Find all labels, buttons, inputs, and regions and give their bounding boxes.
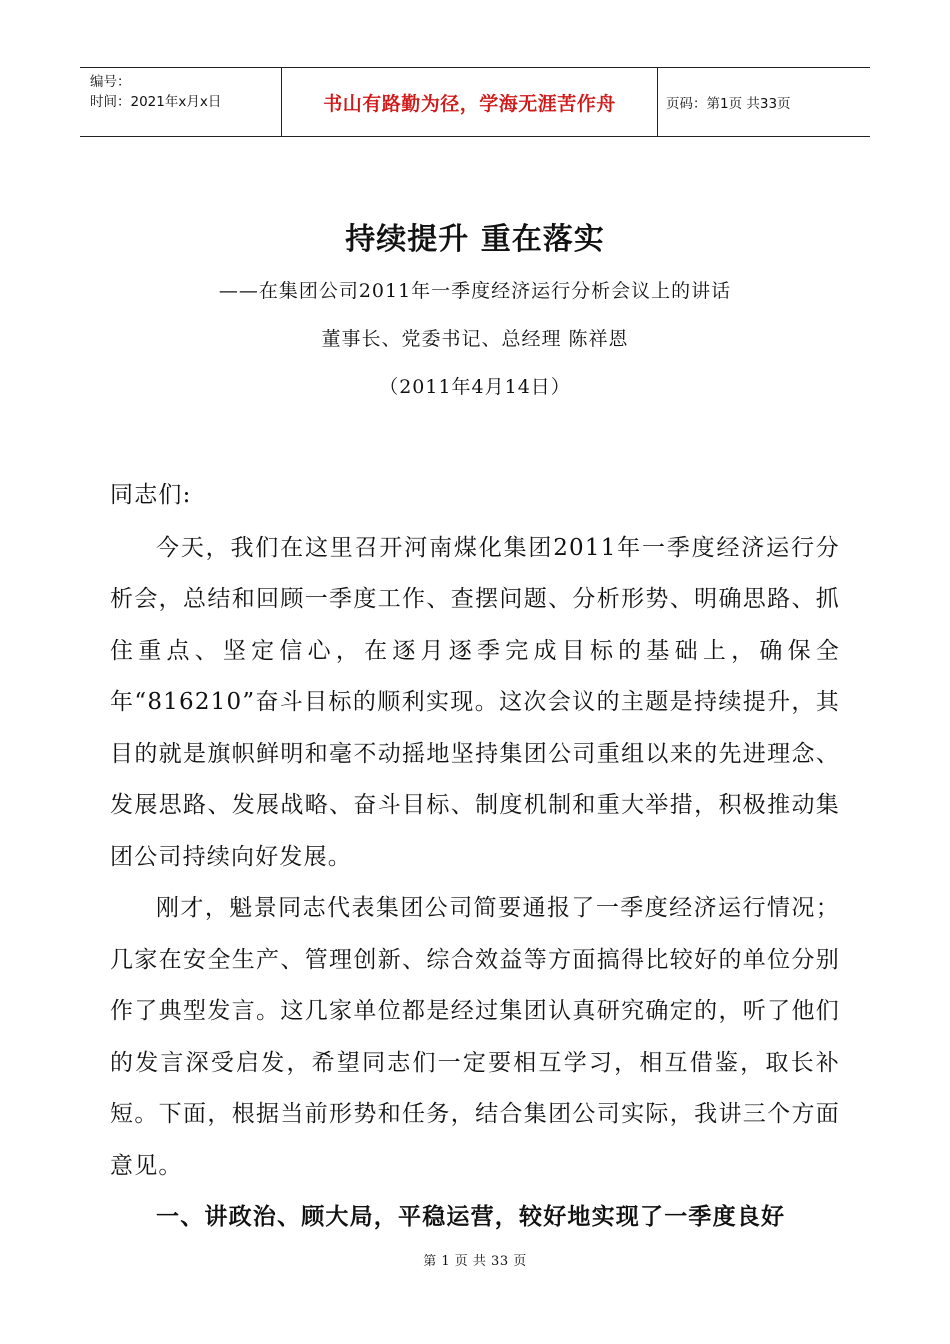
document-body: [110, 470, 840, 1244]
page-info-text: 页码：第1页 共33页: [666, 96, 791, 112]
paragraph-1: 今天，我们在这里召开河南煤化集团2011年一季度经济运行分析会，总结和回顾一季度工作、查摆问题、分析形势、明确思路、抓住重点、坚定信心，在逐月逐季完成目标的基础上，确保全年“816210”奋斗目标的顺利实现。这次会议的主题是持续提升，其目的就是旗帜鲜明和毫不动摇地坚持集团公司重组以来的先进理念、发展思路、发展战略、奋斗目标、制度机制和重大举措，积极推动集团公司持续向好发展。: [110, 534, 840, 870]
header-motto: [282, 68, 658, 136]
document-date: （2011年4月14日）: [379, 376, 571, 398]
header-page-info: [658, 68, 870, 136]
document-title: 持续提升 重在落实: [345, 222, 605, 257]
section-heading-1: 一、讲政治、顾大局，平稳运营，较好地实现了一季度良好: [156, 1204, 786, 1230]
document-time-label: 时间：2021年x月x日: [90, 94, 222, 110]
document-number-label: 编号：: [90, 74, 131, 90]
document-subtitle: ——在集团公司2011年一季度经济运行分析会议上的讲话: [218, 280, 732, 302]
document-speaker: 董事长、党委书记、总经理 陈祥恩: [321, 328, 629, 350]
salutation: 同志们:: [110, 482, 192, 508]
motto-text: 书山有路勤为径，学海无涯苦作舟: [323, 92, 616, 115]
page-footer: 第 1 页 共 33 页: [423, 1254, 527, 1269]
header-meta: [80, 68, 282, 136]
document-header: [80, 67, 870, 137]
paragraph-2: 刚才，魁景同志代表集团公司简要通报了一季度经济运行情况；几家在安全生产、管理创新、综合效益等方面搞得比较好的单位分别作了典型发言。这几家单位都是经过集团认真研究确定的，听了他们的发言深受启发，希望同志们一定要相互学习，相互借鉴，取长补短。下面，根据当前形势和任务，结合集团公司实际，我讲三个方面意见。: [110, 895, 840, 1179]
